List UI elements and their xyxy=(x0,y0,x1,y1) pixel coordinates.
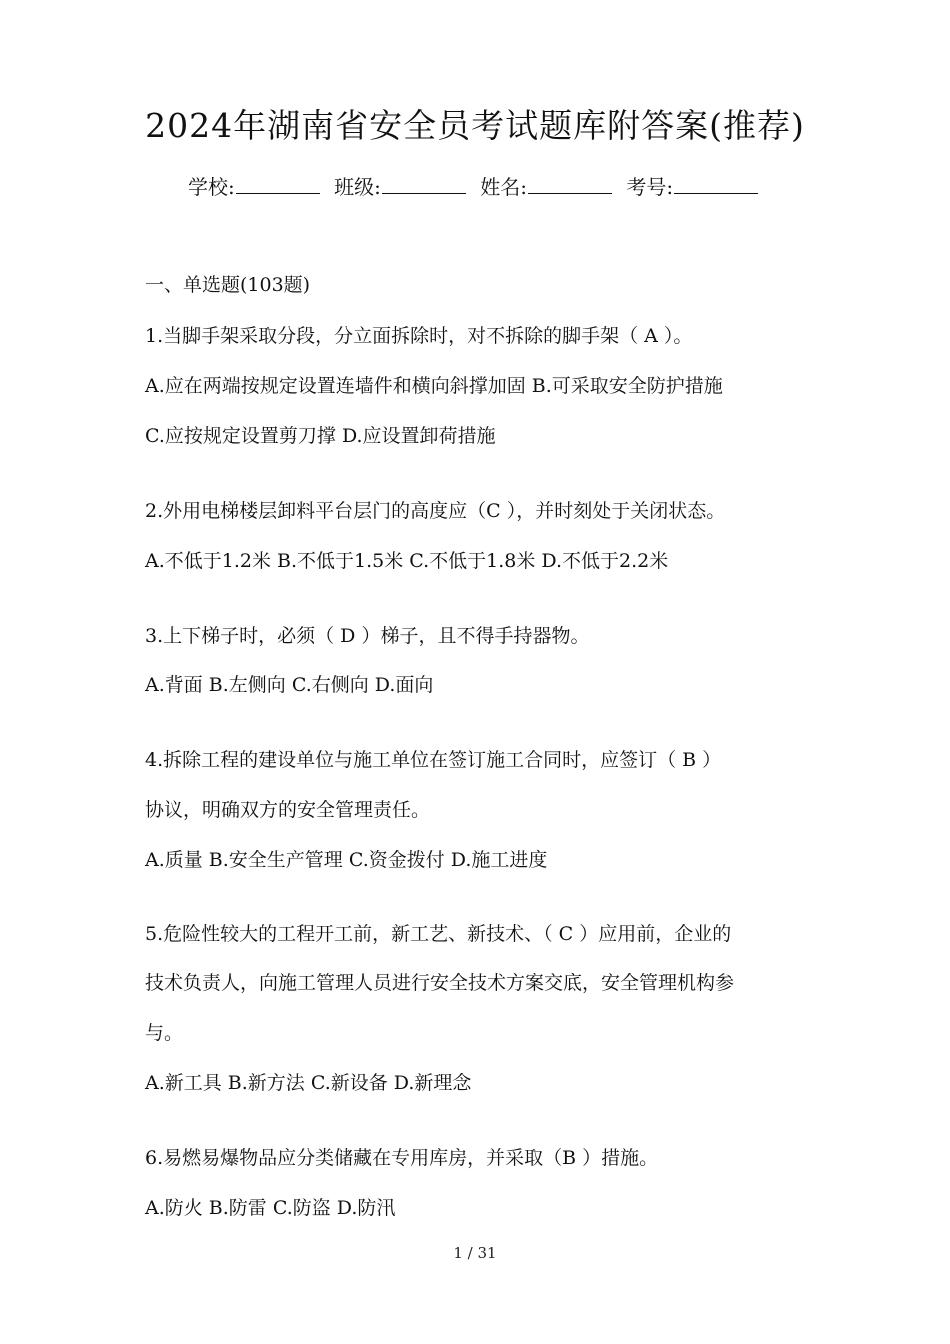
question-options: A.不低于1.2米 B.不低于1.5米 C.不低于1.8米 D.不低于2.2米 xyxy=(145,550,669,572)
question-stem: 2.外用电梯楼层卸料平台层门的高度应（C ），并时刻处于关闭状态。 xyxy=(145,500,726,522)
student-info-row xyxy=(188,172,766,202)
document-title: 2024年湖南省安全员考试题库附答案(推荐) xyxy=(145,106,805,145)
info-field-class xyxy=(334,175,466,199)
school-blank xyxy=(236,173,320,194)
question-options: A.应在两端按规定设置连墙件和横向斜撑加固 B.可采取安全防护措施 xyxy=(145,375,723,397)
info-field-school xyxy=(188,175,320,199)
info-field-exam-number xyxy=(626,175,758,199)
question-options: A.新工具 B.新方法 C.新设备 D.新理念 xyxy=(145,1072,472,1094)
question-stem: 与。 xyxy=(145,1022,184,1044)
question-stem: 4.拆除工程的建设单位与施工单位在签订施工合同时，应签订（ B ） xyxy=(145,749,722,771)
question-options: A.防火 B.防雷 C.防盗 D.防汛 xyxy=(145,1197,396,1219)
info-label: 班级: xyxy=(334,175,381,199)
question-stem: 3.上下梯子时，必须（ D ）梯子，且不得手持器物。 xyxy=(145,625,590,647)
question-options: A.质量 B.安全生产管理 C.资金拨付 D.施工进度 xyxy=(145,849,548,871)
info-label: 姓名: xyxy=(480,175,527,199)
question-stem: 5.危险性较大的工程开工前，新工艺、新技术、（ C ）应用前，企业的 xyxy=(145,923,732,945)
page-number: 1 / 31 xyxy=(453,1244,497,1262)
question-options: C.应按规定设置剪刀撑 D.应设置卸荷措施 xyxy=(145,425,496,447)
question-stem: 1.当脚手架采取分段，分立面拆除时，对不拆除的脚手架（ A ）。 xyxy=(145,325,693,347)
question-stem: 技术负责人，向施工管理人员进行安全技术方案交底，安全管理机构参 xyxy=(145,972,735,994)
info-field-name xyxy=(480,175,612,199)
question-options: A.背面 B.左侧向 C.右侧向 D.面向 xyxy=(145,674,434,696)
name-blank xyxy=(528,173,612,194)
section-heading: 一、单选题(103题) xyxy=(145,274,311,296)
info-label: 学校: xyxy=(188,175,235,199)
info-label: 考号: xyxy=(626,175,674,199)
exam-number-blank xyxy=(674,173,758,194)
class-blank xyxy=(382,173,466,194)
question-stem: 协议，明确双方的安全管理责任。 xyxy=(145,799,431,821)
question-stem: 6.易燃易爆物品应分类储藏在专用库房，并采取（B ）措施。 xyxy=(145,1147,659,1169)
